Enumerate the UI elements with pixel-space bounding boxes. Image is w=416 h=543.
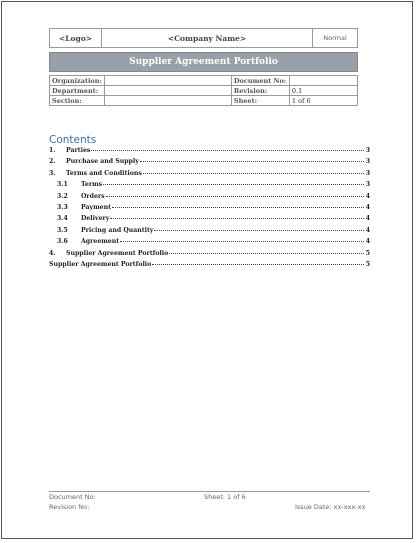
toc-entry[interactable] [49,147,370,158]
toc-entry-page: 4 [365,203,370,211]
toc-entry-title: Parties [66,147,91,154]
toc-entry-title: Pricing and Quantity [81,226,154,234]
department-label: Department: [50,86,105,96]
toc-dot-leader [106,196,364,197]
toc-entry-number: 3.4 [57,215,68,223]
toc-entry-number: 4. [49,249,56,257]
toc-dot-leader [120,241,364,242]
toc-dot-leader [140,161,364,162]
toc-entry-number: 3.5 [57,226,68,234]
toc-entry-page: 3 [365,169,370,177]
sheet-value: 1 of 6 [289,96,357,106]
info-row [50,96,358,106]
toc-entry-page: 5 [365,260,370,268]
footer-revision-no: Revision No: [49,503,90,511]
footer-sheet: Sheet: 1 of 6 [204,493,246,501]
toc-entry-number: 3. [49,169,56,177]
toc-entry[interactable] [49,261,370,272]
toc-entry-number: 3.6 [57,238,68,246]
toc-entry-page: 3 [365,158,370,166]
toc-dot-leader [154,230,364,231]
section-label: Section: [50,96,105,106]
toc-entry[interactable] [49,158,370,169]
company-name: <Company Name> [102,29,313,47]
status-label: Normal [323,34,347,42]
toc-entry[interactable] [49,250,370,261]
toc-entry[interactable] [49,204,370,215]
toc-entry-page: 3 [365,181,370,189]
toc-entry-page: 3 [365,147,370,154]
department-value [104,86,231,96]
contents-heading: Contents [49,134,97,146]
footer-issue-date: Issue Date: xx-xxx-xx [295,503,366,511]
toc-entry-title: Supplier Agreement Portfolio [49,260,152,268]
logo-placeholder: <Logo> [50,29,102,47]
toc-dot-leader [152,264,364,265]
info-row [50,86,358,96]
toc-entry-page: 5 [365,249,370,257]
toc-dot-leader [112,207,364,208]
document-title: Supplier Agreement Portfolio [49,52,358,72]
toc-entry-title: Delivery [81,215,110,223]
toc-entry-number: 3.1 [57,181,68,189]
organization-label: Organization: [50,76,105,86]
toc-entry-number: 1. [49,147,56,154]
toc-entry-title: Terms and Conditions [66,169,142,177]
document-no-label: Document No: [231,76,289,86]
toc-dot-leader [110,218,364,219]
toc-entry-page: 4 [365,238,370,246]
section-value [104,96,231,106]
toc-entry-title: Agreement [81,238,120,246]
table-of-contents [49,147,370,272]
toc-entry-number: 3.2 [57,192,68,200]
toc-entry-number: 3.3 [57,203,68,211]
toc-entry[interactable] [49,215,370,226]
organization-value [104,76,231,86]
toc-entry-page: 4 [365,215,370,223]
footer-document-no: Document No: [49,493,96,501]
toc-entry-title: Payment [81,203,111,211]
toc-entry[interactable] [49,193,370,204]
document-no-value [289,76,357,86]
toc-entry-title: Orders [81,192,105,200]
toc-dot-leader [91,150,364,151]
toc-entry-title: Supplier Agreement Portfolio [66,249,169,257]
toc-entry[interactable] [49,170,370,181]
toc-entry-title: Purchase and Supply [66,158,139,166]
toc-entry[interactable] [49,181,370,192]
toc-entry-page: 4 [365,226,370,234]
info-table [49,75,358,106]
revision-value: 0.1 [289,86,357,96]
header-table [49,28,358,48]
toc-dot-leader [169,253,364,254]
document-page [1,1,413,539]
toc-entry-title: Terms [81,181,103,189]
toc-dot-leader [103,184,364,185]
toc-entry-page: 4 [365,192,370,200]
sheet-label: Sheet: [231,96,289,106]
toc-entry[interactable] [49,238,370,249]
revision-label: Revision: [231,86,289,96]
toc-entry[interactable] [49,227,370,238]
page-footer [49,493,370,513]
toc-entry-number: 2. [49,158,56,166]
footer-divider [49,491,370,492]
toc-dot-leader [143,173,364,174]
info-row [50,76,358,86]
